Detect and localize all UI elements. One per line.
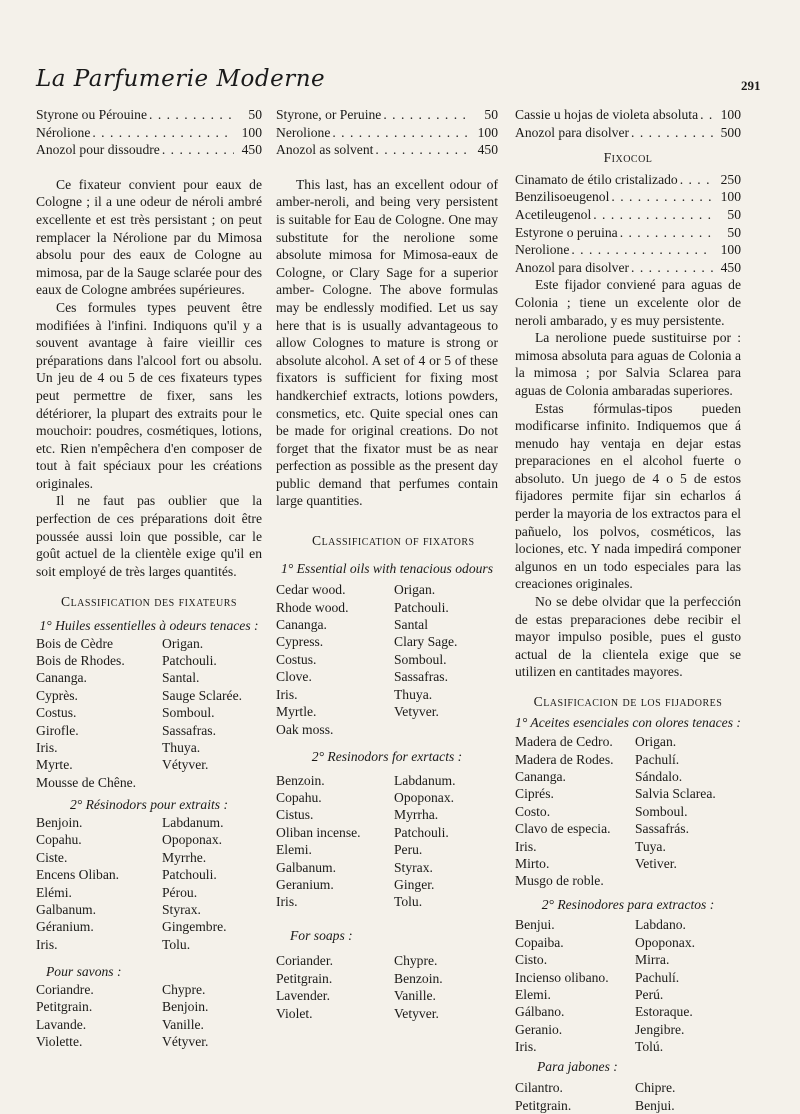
body-paragraph: Ces formules types peuvent être modifiées à l'infini. Indiquons qu'il y a souvent avantage à faire vieillir ces préparations dans l'alcool fort ou absolu. Un jeu de 4 ou 5 de ces fixateurs types peut permettre de fixer, sans les détériorer, la plupart des extraits pour le mouchoir: poudres, cosmétiques, lotions, etc. Rien n'empêchera d'en composer de tout à fait spéciaux pour les créations originales. — [36, 299, 262, 491]
list-item: Benzoin. — [276, 772, 325, 788]
list-item: Iris. — [36, 740, 58, 756]
list-item: Labdanum. — [394, 772, 456, 788]
list-item: Geranium. — [276, 876, 334, 892]
list-item: Benjoin. — [36, 814, 83, 830]
list-item: Pachulí. — [635, 751, 680, 767]
fixator-list — [36, 635, 262, 792]
formula-row — [515, 188, 741, 206]
list-item: Ginger. — [394, 876, 435, 892]
formula-row — [515, 224, 741, 242]
list-item: Sassafras. — [394, 669, 448, 685]
list-item: Copaiba. — [515, 934, 564, 950]
list-item: Bois de Cèdre — [36, 635, 114, 651]
list-item: Bois de Rhodes. — [36, 653, 125, 669]
list-item: Petitgrain. — [515, 1097, 572, 1113]
list-item: Cyprès. — [36, 687, 78, 703]
list-item: Clavo de especia. — [515, 821, 611, 837]
formula-list — [36, 106, 262, 159]
list-item: Somboul. — [162, 705, 215, 721]
list-item: Iris. — [276, 894, 298, 910]
subsection-title: 1° Huiles essentielles à odeurs tenaces : — [39, 618, 259, 634]
list-item: Vetiver. — [635, 856, 677, 872]
list-item: Costus. — [36, 705, 77, 721]
list-item: Labdano. — [635, 917, 686, 933]
subsection-title: For soaps : — [290, 927, 353, 943]
list-item: Salvia Sclarea. — [635, 786, 716, 802]
fixator-list — [515, 916, 741, 1055]
column-spanish — [515, 106, 741, 1114]
fixator-list — [276, 581, 498, 738]
list-item: Origan. — [394, 582, 436, 598]
formula-row — [36, 106, 262, 124]
list-item: Jengibre. — [635, 1021, 685, 1037]
ingredient-quantity: 50 — [484, 107, 498, 122]
list-item: Opoponax. — [162, 832, 223, 848]
list-item: Somboul. — [635, 803, 688, 819]
list-item: Gingembre. — [162, 919, 227, 935]
list-item: Peru. — [394, 842, 423, 858]
ingredient-name: Acetileugenol — [515, 206, 592, 222]
list-item: Origan. — [162, 635, 204, 651]
list-item: Mirra. — [635, 952, 670, 968]
list-item: Myrte. — [36, 757, 73, 773]
list-item: Violette. — [36, 1033, 83, 1049]
ingredient-quantity: 100 — [720, 189, 741, 205]
body-paragraph: No se debe olvidar que la perfección de estas preparaciones debe recibir el mayor impulso posible, pues el gusto actual de la clientela exige que se utilizen en cantitades mayores. — [515, 594, 741, 680]
list-item: Sándalo. — [635, 769, 683, 784]
ingredient-quantity: 100 — [241, 124, 262, 140]
list-item: Vanille. — [162, 1016, 204, 1032]
list-item: Thuya. — [162, 740, 201, 756]
list-item: Elemi. — [276, 842, 312, 858]
list-item: Iris. — [515, 838, 537, 854]
list-item: Vetyver. — [394, 704, 439, 720]
fixator-list — [515, 733, 741, 890]
list-item: Sassafrás. — [635, 821, 689, 837]
list-item — [162, 774, 262, 791]
list-item: Iris. — [515, 1039, 537, 1055]
column-french — [36, 106, 262, 1050]
list-item: Vétyver. — [162, 1033, 209, 1049]
list-item: Estoraque. — [635, 1004, 693, 1020]
list-item: Copahu. — [276, 789, 322, 805]
list-item: Styrax. — [162, 901, 201, 917]
formula-row — [276, 124, 498, 142]
ingredient-quantity: 500 — [720, 124, 741, 140]
ingredient-name: Anozol pour dissoudre — [36, 142, 160, 158]
list-item: Musgo de roble. — [515, 873, 604, 889]
fixator-list — [276, 772, 498, 911]
ingredient-quantity: 100 — [477, 124, 498, 140]
list-item: Tuya. — [635, 838, 666, 854]
list-item: Tolu. — [162, 936, 191, 952]
list-item — [394, 721, 498, 738]
list-item: Incienso olibano. — [515, 969, 609, 985]
list-item: Lavande. — [36, 1016, 87, 1032]
list-item: Cedar wood. — [276, 582, 346, 598]
list-item: Costus. — [276, 651, 317, 667]
list-item: Encens Oliban. — [36, 867, 120, 883]
formula-row — [36, 124, 262, 142]
ingredient-name: Nérolione — [36, 124, 91, 140]
formula-row — [515, 206, 741, 224]
list-item: Petitgrain. — [36, 999, 93, 1015]
list-item: Benjui. — [635, 1097, 675, 1113]
list-item: Benjoin. — [162, 999, 209, 1015]
subsection-title: 1° Essential oils with tenacious odours — [281, 560, 493, 576]
formula-list — [276, 106, 498, 159]
body-paragraph: Este fijador conviené para aguas de Colonia ; tiene un excelente olor de neroli ambarado, y es muy persistente. — [515, 277, 741, 328]
list-item: Copahu. — [36, 832, 82, 848]
formula-row — [276, 141, 498, 159]
list-item: Cananga. — [515, 769, 566, 784]
list-item: Mousse de Chêne. — [36, 774, 137, 790]
list-item: Oak moss. — [276, 721, 334, 737]
list-item: Patchouli. — [394, 824, 449, 840]
subsection-title: 2° Resinodors for exrtacts : — [311, 748, 463, 764]
ingredient-name: Cinamato de étilo cristalizado — [515, 171, 678, 187]
list-item: Benjui. — [515, 917, 555, 933]
list-item: Sassafras. — [162, 722, 216, 738]
section-title: Clasificacion de los fijadores — [533, 694, 723, 709]
formula-list — [515, 106, 741, 141]
fixator-list — [515, 1079, 741, 1114]
list-item: Benzoin. — [394, 970, 443, 986]
ingredient-quantity: 50 — [727, 206, 741, 222]
list-item: Oliban incense. — [276, 824, 361, 840]
ingredient-quantity: 450 — [241, 142, 262, 158]
formula-row — [276, 106, 498, 124]
list-item: Cilantro. — [515, 1080, 563, 1096]
list-item: Cisto. — [515, 952, 548, 968]
list-item: Mirto. — [515, 856, 550, 872]
fixator-list — [276, 952, 498, 1022]
list-item: Vétyver. — [162, 757, 209, 773]
list-item: Santal — [394, 617, 428, 633]
ingredient-quantity: 450 — [477, 142, 498, 158]
list-item: Clove. — [276, 669, 312, 685]
ingredient-quantity: 50 — [727, 224, 741, 240]
list-item: Ciste. — [36, 849, 68, 865]
subsection-title: 2° Résinodors pour extraits : — [70, 797, 228, 813]
ingredient-quantity: 250 — [720, 171, 741, 187]
list-item: Santal. — [162, 670, 200, 686]
list-item: Perú. — [635, 987, 664, 1003]
list-item: Myrrha. — [394, 807, 439, 823]
section-title: Classification of fixators — [312, 533, 475, 549]
list-item: Patchouli. — [394, 599, 449, 615]
list-item: Pachulí. — [635, 969, 680, 985]
page-number: 291 — [741, 78, 761, 93]
formula-row — [515, 241, 741, 259]
list-item: Rhode wood. — [276, 599, 349, 615]
list-item: Coriander. — [276, 953, 334, 969]
formula-row — [515, 124, 741, 142]
list-item: Pérou. — [162, 884, 198, 900]
list-item: Galbanum. — [36, 901, 97, 917]
list-item: Iris. — [276, 686, 298, 702]
body-paragraph: Ce fixateur convient pour eaux de Cologne ; il a une odeur de néroli ambré excellente et est très persistant ; on peut remplacer la Nérolione par du Mimosa absolu pour des eaux de Cologne au mimosa, par de la Sauge sclarée pour des eaux de Cologne ambrées supérieures. — [36, 176, 262, 298]
list-item: Vetyver. — [394, 1005, 439, 1021]
formula-row — [515, 106, 741, 124]
ingredient-quantity: 450 — [720, 259, 741, 275]
list-item: Sauge Sclarée. — [162, 687, 243, 703]
list-item — [635, 872, 741, 889]
list-item: Girofle. — [36, 722, 79, 738]
list-item: Elémi. — [36, 884, 72, 900]
list-item: Chypre. — [394, 953, 438, 969]
column-english — [276, 106, 498, 1022]
list-item: Tolú. — [635, 1039, 664, 1055]
list-item: Patchouli. — [162, 867, 217, 883]
list-item: Madera de Cedro. — [515, 734, 613, 750]
ingredient-name: Nerolione — [515, 242, 570, 258]
body-paragraph: La nerolione puede sustituirse por : mimosa absoluta para aguas de Colonia a la mimosa ; por Salvia Sclarea para aguas de Colonia ambaradas superiores. — [515, 330, 741, 398]
list-item: Cypress. — [276, 634, 324, 650]
list-item: Géranium. — [36, 919, 94, 935]
list-item: Opoponax. — [635, 934, 696, 950]
list-item: Origan. — [635, 734, 677, 750]
list-item: Thuya. — [394, 686, 433, 702]
formula-list — [515, 171, 741, 277]
fixator-list — [36, 814, 262, 953]
list-item: Myrtle. — [276, 704, 317, 720]
ingredient-name: Anozol as solvent — [276, 142, 374, 158]
list-item: Petitgrain. — [276, 970, 333, 986]
list-item: Cananga. — [36, 670, 87, 686]
ingredient-quantity: 100 — [720, 242, 741, 258]
list-item: Madera de Rodes. — [515, 751, 614, 767]
ingredient-name: Cassie u hojas de violeta absoluta — [515, 107, 699, 122]
ingredient-name: Benzilisoeugenol — [515, 189, 610, 205]
list-item: Styrax. — [394, 859, 433, 875]
body-paragraph: Estas fórmulas-tipos pueden modificarse infinito. Indiquemos que á menudo hay ventaja en dejar estas preparaciones en el alcohol fuerte o absoluto. Un juego de 4 o 5 de estos fijadores permite fijar sin echarlos á perder la mayoria de los extractos para el pañuelo, los polvos, cosméticos, las lociones, etc. Y nada impedirá componer algunos en un todo especiales para las creaciones originales. — [515, 400, 741, 592]
list-item: Somboul. — [394, 651, 447, 667]
subsection-title: Pour savons : — [46, 964, 122, 980]
list-item: Lavender. — [276, 988, 330, 1004]
body-paragraph: This last, has an excellent odour of amber-neroli, and being very persistent is suitable for Eau de Cologne. One may substitute for the nerolione some absolute mimosa for Mimosa-eaux de Cologne, or Clary Sage for a superior amber- Cologne. The above formulas may be endlessly modified. Let us say here that is is usually advantageous to allow Colognes to mature is strong or absolute alcohol. A set of 4 or 5 of these fixators is sufficient for fixing most handkerchief extracts, lotions powders, consmetics, etc. Quite special ones can be made for original creations. Do not forget that the fixator must be as near perfection as possible as the present day public demand that perfumes contain large quantities. — [276, 176, 498, 509]
ingredient-name: Anozol para disolver — [515, 259, 630, 275]
ingredient-name: Anozol para disolver — [515, 124, 630, 140]
subsection-title: 2° Resinodores para extractos : — [541, 896, 715, 912]
fixator-list — [36, 981, 262, 1051]
list-item: Myrrhe. — [162, 849, 207, 865]
formula-row — [515, 171, 741, 189]
formula-title: Fixocol — [603, 150, 653, 166]
list-item: Geranio. — [515, 1021, 563, 1037]
ingredient-name: Estyrone o peruina — [515, 224, 618, 240]
list-item: Galbanum. — [276, 859, 337, 875]
ingredient-quantity: 100 — [720, 107, 741, 122]
subsection-title: Para jabones : — [537, 1058, 618, 1074]
list-item: Chypre. — [162, 981, 206, 997]
list-item: Violet. — [276, 1005, 313, 1021]
list-item: Tolu. — [394, 894, 423, 910]
list-item: Labdanum. — [162, 814, 224, 830]
formula-row — [36, 141, 262, 159]
subsection-title: 1° Aceites esenciales con olores tenaces : — [515, 714, 741, 730]
list-item: Iris. — [36, 936, 58, 952]
list-item: Vanille. — [394, 988, 436, 1004]
page-header-title: La Parfumerie Moderne — [36, 66, 326, 92]
list-item: Cananga. — [276, 617, 327, 633]
list-item: Costo. — [515, 803, 551, 819]
list-item: Cistus. — [276, 807, 314, 823]
ingredient-name: Nerolione — [276, 124, 331, 140]
formula-row — [515, 259, 741, 277]
section-title: Classification des fixateurs — [61, 594, 237, 610]
list-item: Ciprés. — [515, 786, 554, 802]
ingredient-quantity: 50 — [248, 107, 262, 122]
list-item: Clary Sage. — [394, 634, 458, 650]
list-item: Coriandre. — [36, 981, 94, 997]
ingredient-name: Styrone, or Peruine — [276, 107, 382, 122]
list-item: Elemi. — [515, 987, 551, 1003]
list-item: Chipre. — [635, 1080, 676, 1096]
ingredient-name: Styrone ou Pérouine — [36, 107, 148, 122]
list-item: Patchouli. — [162, 653, 217, 669]
body-paragraph: Il ne faut pas oublier que la perfection de ces préparations doit être poussée aussi loin que possible, car le goût actuel de la clientèle exige qu'il en soit employé de très larges quantités. — [36, 493, 262, 579]
list-item: Gálbano. — [515, 1004, 565, 1020]
list-item: Opoponax. — [394, 789, 455, 805]
